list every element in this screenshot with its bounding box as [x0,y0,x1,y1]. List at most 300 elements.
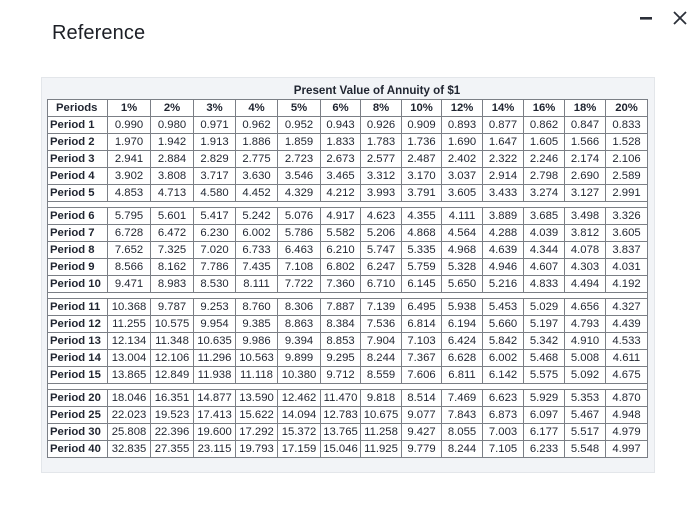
annuity-factor-cell: 11.258 [361,424,402,441]
annuity-factor-cell: 7.469 [442,390,483,407]
annuity-factor-cell: 5.759 [402,259,442,276]
period-label: Period 10 [48,276,108,293]
annuity-factor-cell: 7.786 [194,259,236,276]
annuity-factor-cell: 4.564 [442,225,483,242]
annuity-factor-cell: 1.783 [361,134,402,151]
annuity-factor-cell: 14.877 [194,390,236,407]
annuity-factor-cell: 8.863 [278,316,321,333]
annuity-factor-cell: 0.980 [151,117,194,134]
annuity-factor-cell: 5.517 [565,424,606,441]
annuity-factor-cell: 5.747 [361,242,402,259]
annuity-factor-cell: 4.078 [565,242,606,259]
annuity-factor-cell: 3.465 [321,168,361,185]
annuity-factor-cell: 6.814 [402,316,442,333]
annuity-factor-cell: 4.910 [565,333,606,350]
annuity-factor-cell: 2.174 [565,151,606,168]
annuity-factor-cell: 6.710 [361,276,402,293]
annuity-factor-cell: 27.355 [151,441,194,458]
table-row [48,208,648,225]
annuity-factor-cell: 0.926 [361,117,402,134]
annuity-factor-cell: 12.783 [321,407,361,424]
annuity-factor-cell: 9.471 [108,276,151,293]
annuity-factor-cell: 6.472 [151,225,194,242]
annuity-factor-cell: 4.946 [483,259,524,276]
table-row [48,316,648,333]
annuity-factor-cell: 1.886 [236,134,278,151]
annuity-factor-cell: 11.925 [361,441,402,458]
annuity-factor-cell: 5.417 [194,208,236,225]
annuity-factor-cell: 7.435 [236,259,278,276]
annuity-factor-cell: 2.829 [194,151,236,168]
period-label: Period 7 [48,225,108,242]
table-row [48,441,648,458]
annuity-factor-cell: 3.605 [442,185,483,202]
annuity-factor-cell: 1.528 [606,134,648,151]
annuity-factor-cell: 11.938 [194,367,236,384]
annuity-factor-cell: 4.212 [321,185,361,202]
annuity-factor-cell: 3.889 [483,208,524,225]
annuity-factor-cell: 3.433 [483,185,524,202]
annuity-factor-cell: 8.244 [442,441,483,458]
annuity-factor-cell: 4.111 [442,208,483,225]
annuity-factor-cell: 11.348 [151,333,194,350]
annuity-factor-cell: 3.546 [278,168,321,185]
annuity-factor-cell: 4.303 [565,259,606,276]
annuity-factor-cell: 6.873 [483,407,524,424]
annuity-factor-cell: 7.003 [483,424,524,441]
table-row [48,185,648,202]
annuity-factor-cell: 8.306 [278,299,321,316]
annuity-factor-cell: 5.650 [442,276,483,293]
annuity-factor-cell: 7.360 [321,276,361,293]
present-value-annuity-table [47,99,648,458]
close-icon [672,10,688,26]
annuity-factor-cell: 23.115 [194,441,236,458]
rate-header: 10% [402,100,442,117]
annuity-factor-cell: 8.055 [442,424,483,441]
annuity-factor-cell: 6.802 [321,259,361,276]
table-row [48,151,648,168]
annuity-factor-cell: 12.134 [108,333,151,350]
annuity-factor-cell: 6.002 [483,350,524,367]
annuity-factor-cell: 4.623 [361,208,402,225]
annuity-factor-cell: 9.787 [151,299,194,316]
annuity-factor-cell: 4.656 [565,299,606,316]
rate-header: 16% [524,100,565,117]
annuity-factor-cell: 1.833 [321,134,361,151]
annuity-factor-cell: 4.713 [151,185,194,202]
minimize-icon [639,11,653,25]
annuity-factor-cell: 10.368 [108,299,151,316]
annuity-factor-cell: 8.760 [236,299,278,316]
annuity-factor-cell: 4.439 [606,316,648,333]
annuity-factor-cell: 0.990 [108,117,151,134]
annuity-factor-cell: 0.952 [278,117,321,134]
annuity-factor-cell: 5.601 [151,208,194,225]
annuity-factor-cell: 2.673 [321,151,361,168]
annuity-factor-cell: 5.206 [361,225,402,242]
period-label: Period 13 [48,333,108,350]
period-label: Period 2 [48,134,108,151]
annuity-factor-cell: 4.533 [606,333,648,350]
period-label: Period 15 [48,367,108,384]
annuity-factor-cell: 5.582 [321,225,361,242]
annuity-factor-cell: 17.292 [236,424,278,441]
annuity-factor-cell: 4.452 [236,185,278,202]
annuity-factor-cell: 10.675 [361,407,402,424]
annuity-factor-cell: 2.798 [524,168,565,185]
annuity-factor-cell: 11.296 [194,350,236,367]
annuity-factor-cell: 22.396 [151,424,194,441]
annuity-factor-cell: 6.210 [321,242,361,259]
annuity-factor-cell: 2.106 [606,151,648,168]
annuity-factor-cell: 9.954 [194,316,236,333]
annuity-factor-cell: 1.605 [524,134,565,151]
annuity-factor-cell: 19.793 [236,441,278,458]
table-row [48,259,648,276]
rate-header: 8% [361,100,402,117]
table-row [48,350,648,367]
annuity-factor-cell: 4.675 [606,367,648,384]
annuity-factor-cell: 3.902 [108,168,151,185]
period-label: Period 1 [48,117,108,134]
annuity-factor-cell: 3.605 [606,225,648,242]
table-title: Present Value of Annuity of $1 [293,84,461,97]
annuity-factor-cell: 4.355 [402,208,442,225]
annuity-factor-cell: 8.853 [321,333,361,350]
table-row [48,276,648,293]
annuity-factor-cell: 5.342 [524,333,565,350]
annuity-factor-cell: 9.295 [321,350,361,367]
period-label: Period 25 [48,407,108,424]
annuity-factor-cell: 9.394 [278,333,321,350]
annuity-factor-cell: 5.929 [524,390,565,407]
annuity-factor-cell: 4.288 [483,225,524,242]
annuity-factor-cell: 10.635 [194,333,236,350]
table-row [48,407,648,424]
annuity-factor-cell: 6.247 [361,259,402,276]
annuity-factor-cell: 4.039 [524,225,565,242]
annuity-factor-cell: 7.722 [278,276,321,293]
annuity-factor-cell: 6.097 [524,407,565,424]
annuity-factor-cell: 12.462 [278,390,321,407]
annuity-factor-cell: 5.842 [483,333,524,350]
annuity-factor-cell: 15.372 [278,424,321,441]
annuity-factor-cell: 0.877 [483,117,524,134]
annuity-factor-cell: 2.589 [606,168,648,185]
annuity-factor-cell: 7.887 [321,299,361,316]
annuity-factor-cell: 8.244 [361,350,402,367]
annuity-factor-cell: 4.948 [606,407,648,424]
annuity-factor-cell: 5.335 [402,242,442,259]
annuity-factor-cell: 0.833 [606,117,648,134]
annuity-factor-cell: 6.495 [402,299,442,316]
rate-header: 5% [278,100,321,117]
annuity-factor-cell: 7.904 [361,333,402,350]
annuity-factor-cell: 4.968 [442,242,483,259]
annuity-factor-cell: 4.833 [524,276,565,293]
annuity-factor-cell: 4.793 [565,316,606,333]
annuity-factor-cell: 4.917 [321,208,361,225]
annuity-factor-cell: 5.660 [483,316,524,333]
period-label: Period 11 [48,299,108,316]
table-row [48,367,648,384]
annuity-factor-cell: 16.351 [151,390,194,407]
annuity-factor-cell: 1.859 [278,134,321,151]
annuity-factor-cell: 5.786 [278,225,321,242]
annuity-factor-cell: 4.979 [606,424,648,441]
annuity-factor-cell: 3.808 [151,168,194,185]
annuity-factor-cell: 6.002 [236,225,278,242]
annuity-factor-cell: 5.242 [236,208,278,225]
annuity-factor-cell: 7.325 [151,242,194,259]
annuity-factor-cell: 7.652 [108,242,151,259]
annuity-factor-cell: 10.575 [151,316,194,333]
annuity-factor-cell: 8.983 [151,276,194,293]
annuity-factor-cell: 6.230 [194,225,236,242]
annuity-factor-cell: 13.004 [108,350,151,367]
annuity-factor-cell: 5.548 [565,441,606,458]
annuity-factor-cell: 22.023 [108,407,151,424]
annuity-factor-cell: 6.145 [402,276,442,293]
annuity-factor-cell: 0.862 [524,117,565,134]
annuity-factor-cell: 3.717 [194,168,236,185]
annuity-factor-cell: 2.690 [565,168,606,185]
period-label: Period 30 [48,424,108,441]
annuity-factor-cell: 6.628 [442,350,483,367]
table-row [48,242,648,259]
annuity-factor-cell: 5.795 [108,208,151,225]
annuity-factor-cell: 0.943 [321,117,361,134]
annuity-factor-cell: 14.094 [278,407,321,424]
annuity-factor-cell: 4.031 [606,259,648,276]
annuity-factor-cell: 0.847 [565,117,606,134]
annuity-factor-cell: 5.938 [442,299,483,316]
annuity-factor-cell: 4.344 [524,242,565,259]
annuity-factor-cell: 4.494 [565,276,606,293]
table-row [48,333,648,350]
annuity-factor-cell: 4.580 [194,185,236,202]
annuity-factor-cell: 5.467 [565,407,606,424]
annuity-table-container [47,83,647,458]
annuity-factor-cell: 8.514 [402,390,442,407]
annuity-factor-cell: 9.385 [236,316,278,333]
annuity-factor-cell: 1.942 [151,134,194,151]
annuity-factor-cell: 3.837 [606,242,648,259]
annuity-factor-cell: 10.380 [278,367,321,384]
annuity-factor-cell: 1.736 [402,134,442,151]
table-row [48,299,648,316]
period-label: Period 5 [48,185,108,202]
period-label: Period 6 [48,208,108,225]
annuity-factor-cell: 7.020 [194,242,236,259]
annuity-factor-cell: 9.427 [402,424,442,441]
annuity-factor-cell: 4.607 [524,259,565,276]
annuity-factor-cell: 5.468 [524,350,565,367]
annuity-factor-cell: 4.611 [606,350,648,367]
annuity-factor-cell: 19.523 [151,407,194,424]
annuity-factor-cell: 9.986 [236,333,278,350]
header-row [48,100,648,117]
annuity-factor-cell: 2.884 [151,151,194,168]
annuity-factor-cell: 2.991 [606,185,648,202]
annuity-factor-cell: 32.835 [108,441,151,458]
annuity-factor-cell: 5.092 [565,367,606,384]
annuity-factor-cell: 12.106 [151,350,194,367]
table-row [48,225,648,242]
annuity-factor-cell: 0.893 [442,117,483,134]
annuity-factor-cell: 3.498 [565,208,606,225]
annuity-factor-cell: 9.253 [194,299,236,316]
annuity-factor-cell: 9.077 [402,407,442,424]
annuity-factor-cell: 1.690 [442,134,483,151]
annuity-factor-cell: 15.622 [236,407,278,424]
reference-image-panel [41,77,655,473]
annuity-factor-cell: 12.849 [151,367,194,384]
annuity-factor-cell: 6.233 [524,441,565,458]
rate-header: 14% [483,100,524,117]
rate-header: 1% [108,100,151,117]
period-label: Period 9 [48,259,108,276]
annuity-factor-cell: 2.402 [442,151,483,168]
annuity-factor-cell: 11.118 [236,367,278,384]
annuity-factor-cell: 3.312 [361,168,402,185]
annuity-factor-cell: 13.765 [321,424,361,441]
annuity-factor-cell: 1.970 [108,134,151,151]
annuity-factor-cell: 6.177 [524,424,565,441]
annuity-factor-cell: 5.216 [483,276,524,293]
annuity-factor-cell: 18.046 [108,390,151,407]
period-label: Period 3 [48,151,108,168]
annuity-factor-cell: 6.728 [108,225,151,242]
annuity-factor-cell: 25.808 [108,424,151,441]
annuity-factor-cell: 4.853 [108,185,151,202]
close-button[interactable] [670,8,690,28]
annuity-factor-cell: 6.142 [483,367,524,384]
annuity-factor-cell: 7.139 [361,299,402,316]
annuity-factor-cell: 2.941 [108,151,151,168]
annuity-factor-cell: 4.329 [278,185,321,202]
annuity-factor-cell: 9.712 [321,367,361,384]
annuity-factor-cell: 4.192 [606,276,648,293]
rate-header: 2% [151,100,194,117]
annuity-factor-cell: 7.367 [402,350,442,367]
annuity-factor-cell: 0.962 [236,117,278,134]
window-title: Reference [52,22,146,44]
annuity-factor-cell: 3.993 [361,185,402,202]
annuity-factor-cell: 10.563 [236,350,278,367]
period-label: Period 8 [48,242,108,259]
table-row [48,168,648,185]
annuity-factor-cell: 13.865 [108,367,151,384]
window-controls [636,8,690,28]
annuity-factor-cell: 7.843 [442,407,483,424]
table-row [48,134,648,151]
table-body [48,117,648,458]
annuity-factor-cell: 6.424 [442,333,483,350]
annuity-factor-cell: 3.630 [236,168,278,185]
annuity-factor-cell: 1.566 [565,134,606,151]
annuity-factor-cell: 8.530 [194,276,236,293]
annuity-factor-cell: 6.623 [483,390,524,407]
annuity-factor-cell: 8.162 [151,259,194,276]
annuity-factor-cell: 9.779 [402,441,442,458]
annuity-factor-cell: 6.194 [442,316,483,333]
annuity-factor-cell: 5.029 [524,299,565,316]
annuity-factor-cell: 3.326 [606,208,648,225]
annuity-factor-cell: 5.197 [524,316,565,333]
rate-header: 12% [442,100,483,117]
annuity-factor-cell: 2.487 [402,151,442,168]
period-label: Period 20 [48,390,108,407]
annuity-factor-cell: 4.868 [402,225,442,242]
annuity-factor-cell: 9.899 [278,350,321,367]
annuity-factor-cell: 2.723 [278,151,321,168]
annuity-factor-cell: 3.685 [524,208,565,225]
annuity-factor-cell: 17.413 [194,407,236,424]
annuity-factor-cell: 9.818 [361,390,402,407]
table-row [48,117,648,134]
annuity-factor-cell: 0.909 [402,117,442,134]
annuity-factor-cell: 3.274 [524,185,565,202]
annuity-factor-cell: 4.870 [606,390,648,407]
periods-header: Periods [48,100,108,117]
annuity-factor-cell: 0.971 [194,117,236,134]
annuity-factor-cell: 4.997 [606,441,648,458]
annuity-factor-cell: 5.575 [524,367,565,384]
annuity-factor-cell: 19.600 [194,424,236,441]
annuity-factor-cell: 7.606 [402,367,442,384]
rate-header: 4% [236,100,278,117]
rate-header: 20% [606,100,648,117]
annuity-factor-cell: 3.791 [402,185,442,202]
annuity-factor-cell: 5.008 [565,350,606,367]
annuity-factor-cell: 2.577 [361,151,402,168]
annuity-factor-cell: 3.812 [565,225,606,242]
period-label: Period 4 [48,168,108,185]
annuity-factor-cell: 11.255 [108,316,151,333]
annuity-factor-cell: 15.046 [321,441,361,458]
annuity-factor-cell: 1.647 [483,134,524,151]
annuity-factor-cell: 3.127 [565,185,606,202]
annuity-factor-cell: 7.536 [361,316,402,333]
annuity-factor-cell: 2.322 [483,151,524,168]
annuity-factor-cell: 3.037 [442,168,483,185]
rate-header: 18% [565,100,606,117]
table-row [48,424,648,441]
annuity-factor-cell: 5.353 [565,390,606,407]
annuity-factor-cell: 4.639 [483,242,524,259]
annuity-factor-cell: 7.103 [402,333,442,350]
annuity-factor-cell: 8.111 [236,276,278,293]
annuity-factor-cell: 6.733 [236,242,278,259]
annuity-factor-cell: 7.108 [278,259,321,276]
annuity-factor-cell: 8.384 [321,316,361,333]
rate-header: 3% [194,100,236,117]
period-label: Period 12 [48,316,108,333]
rate-header: 6% [321,100,361,117]
annuity-factor-cell: 11.470 [321,390,361,407]
minimize-button[interactable] [636,8,656,28]
annuity-factor-cell: 2.914 [483,168,524,185]
annuity-factor-cell: 2.775 [236,151,278,168]
annuity-factor-cell: 5.453 [483,299,524,316]
annuity-factor-cell: 8.559 [361,367,402,384]
annuity-factor-cell: 6.811 [442,367,483,384]
annuity-factor-cell: 4.327 [606,299,648,316]
annuity-factor-cell: 3.170 [402,168,442,185]
annuity-factor-cell: 5.076 [278,208,321,225]
